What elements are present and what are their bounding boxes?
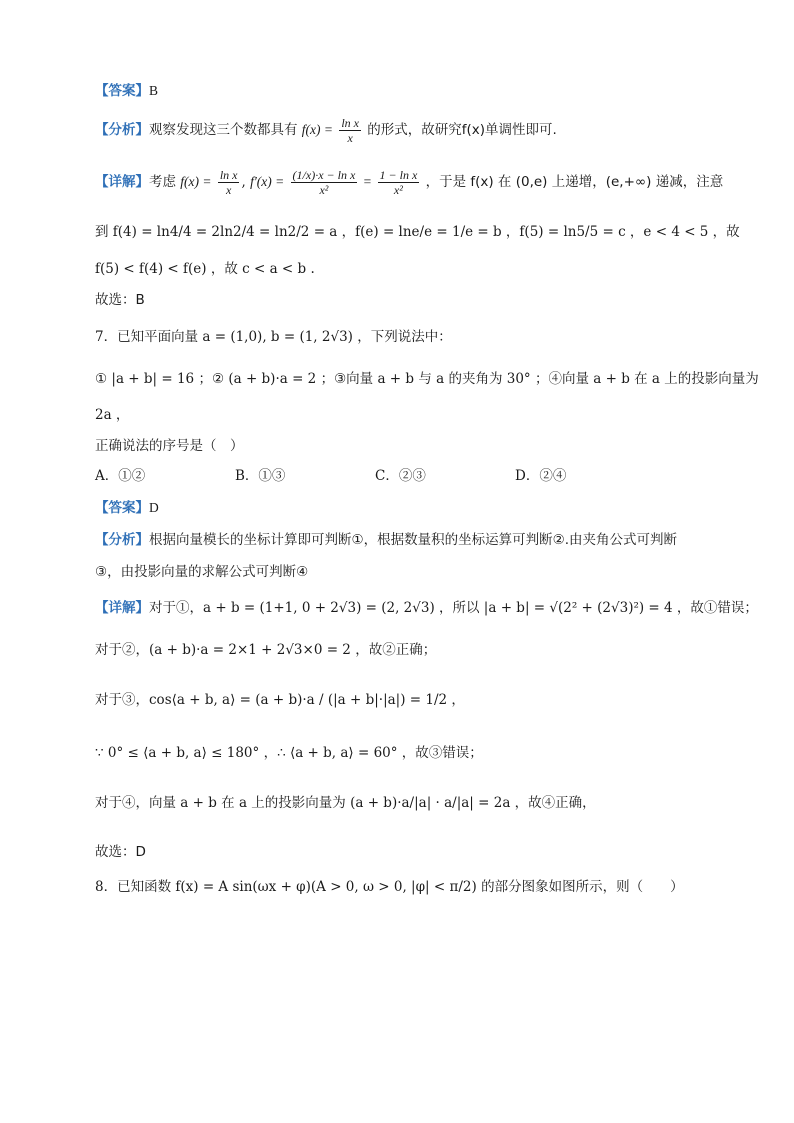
option-c: C．②③: [375, 468, 426, 484]
q7-stem: 7．已知平面向量 a = (1,0), b = (1, 2√3) ，下列说法中：: [95, 329, 452, 345]
answer-tag: 【答案】: [95, 83, 149, 99]
option-b: B．①③: [235, 468, 286, 484]
q7-detail-line-1: 【详解】对于①，a + b = (1+1, 0 + 2√3) = (2, 2√3) ，所以 |a + b| = √(2² + (2√3)²) = 4 ，故①错误；: [95, 600, 758, 616]
answer-value: B: [149, 83, 159, 98]
answer-value: D: [149, 500, 159, 515]
q7-detail-line-5: 对于④，向量 a + b 在 a 上的投影向量为 (a + b)·a/|a| · a/|a| = 2a ，故④正确，: [95, 795, 596, 811]
q8-stem: 8．已知函数 f(x) = A sin(ωx + φ)(A > 0, ω > 0, |φ| < π/2) 的部分图象如图所示，则（ ）: [95, 879, 684, 895]
q6-choose: 故选：B: [95, 292, 145, 308]
analysis-text-pre: 观察发现这三个数都具有: [149, 122, 298, 138]
option-a: A．①②: [95, 468, 146, 484]
q7-detail-line-4: ∵ 0° ≤ ⟨a + b, a⟩ ≤ 180° ，∴ ⟨a + b, a⟩ = 60° ，故③错误；: [95, 745, 483, 761]
q6-detail-line-1: 【详解】考虑 f(x) = $\frac{\text{ln x}}{x}$ , f′(x) = $\frac{\text{(1/x)·x − ln x}}{\text{x²}}$ = $\frac{\text{1 − ln x}}{\text{x²}}$ ，于是 f(x) 在 (0,e) 上递增，(e,+∞) 递减，注意: [95, 168, 724, 197]
q7-answer-line: [95, 498, 159, 518]
detail-fraction-f: $\frac{\text{ln x}}{x}$: [219, 168, 238, 197]
analysis-tag: 【分析】: [95, 122, 149, 138]
q7-analysis-line-2: ③，由投影向量的求解公式可判断④: [95, 564, 309, 580]
q7-choose: 故选：D: [95, 844, 146, 860]
q7-question: 正确说法的序号是（ ）: [95, 438, 244, 454]
q7-items-line-2: 2a ，: [95, 407, 130, 423]
q7-items-line-1: ① |a + b| = 16 ；② (a + b)·a = 2 ；③向量 a + b 与 a 的夹角为 30° ；④向量 a + b 在 a 上的投影向量为: [95, 371, 759, 387]
q7-options: [95, 466, 655, 486]
detail-tag: 【详解】: [95, 174, 149, 190]
q6-answer-line: [95, 81, 158, 101]
detail-fraction-deriv-2: $\frac{\text{1 − ln x}}{\text{x²}}$: [379, 168, 418, 197]
q6-analysis-line: [95, 116, 557, 145]
q7-detail-line-2: 对于②，(a + b)·a = 2×1 + 2√3×0 = 2 ，故②正确；: [95, 642, 437, 658]
q7-analysis-line-1: 【分析】根据向量模长的坐标计算即可判断①，根据数量积的坐标运算可判断②.由夹角公式可判断: [95, 532, 677, 548]
q6-detail-line-3: f(5) < f(4) < f(e) ，故 c < a < b .: [95, 261, 315, 277]
detail-tag: 【详解】: [95, 600, 149, 616]
detail-fraction-deriv: $\frac{\text{(1/x)·x − ln x}}{\text{x²}}$: [292, 168, 356, 197]
analysis-fraction: $\frac{\text{ln x}}{x}$: [341, 116, 359, 145]
analysis-tag: 【分析】: [95, 532, 149, 548]
analysis-fx: f(x) =: [301, 122, 334, 137]
option-d: D．②④: [515, 468, 567, 484]
answer-tag: 【答案】: [95, 500, 149, 516]
analysis-text-post: 的形式，故研究f(x)单调性即可.: [367, 122, 557, 138]
q6-detail-line-2: 到 f(4) = ln4/4 = 2ln2/4 = ln2/2 = a ，f(e) = lne/e = 1/e = b ，f(5) = ln5/5 = c ，e < 4 < 5 ，故: [95, 224, 740, 240]
q7-detail-line-3: 对于③，cos⟨a + b, a⟩ = (a + b)·a / (|a + b|·|a|) = 1/2 ，: [95, 692, 465, 708]
